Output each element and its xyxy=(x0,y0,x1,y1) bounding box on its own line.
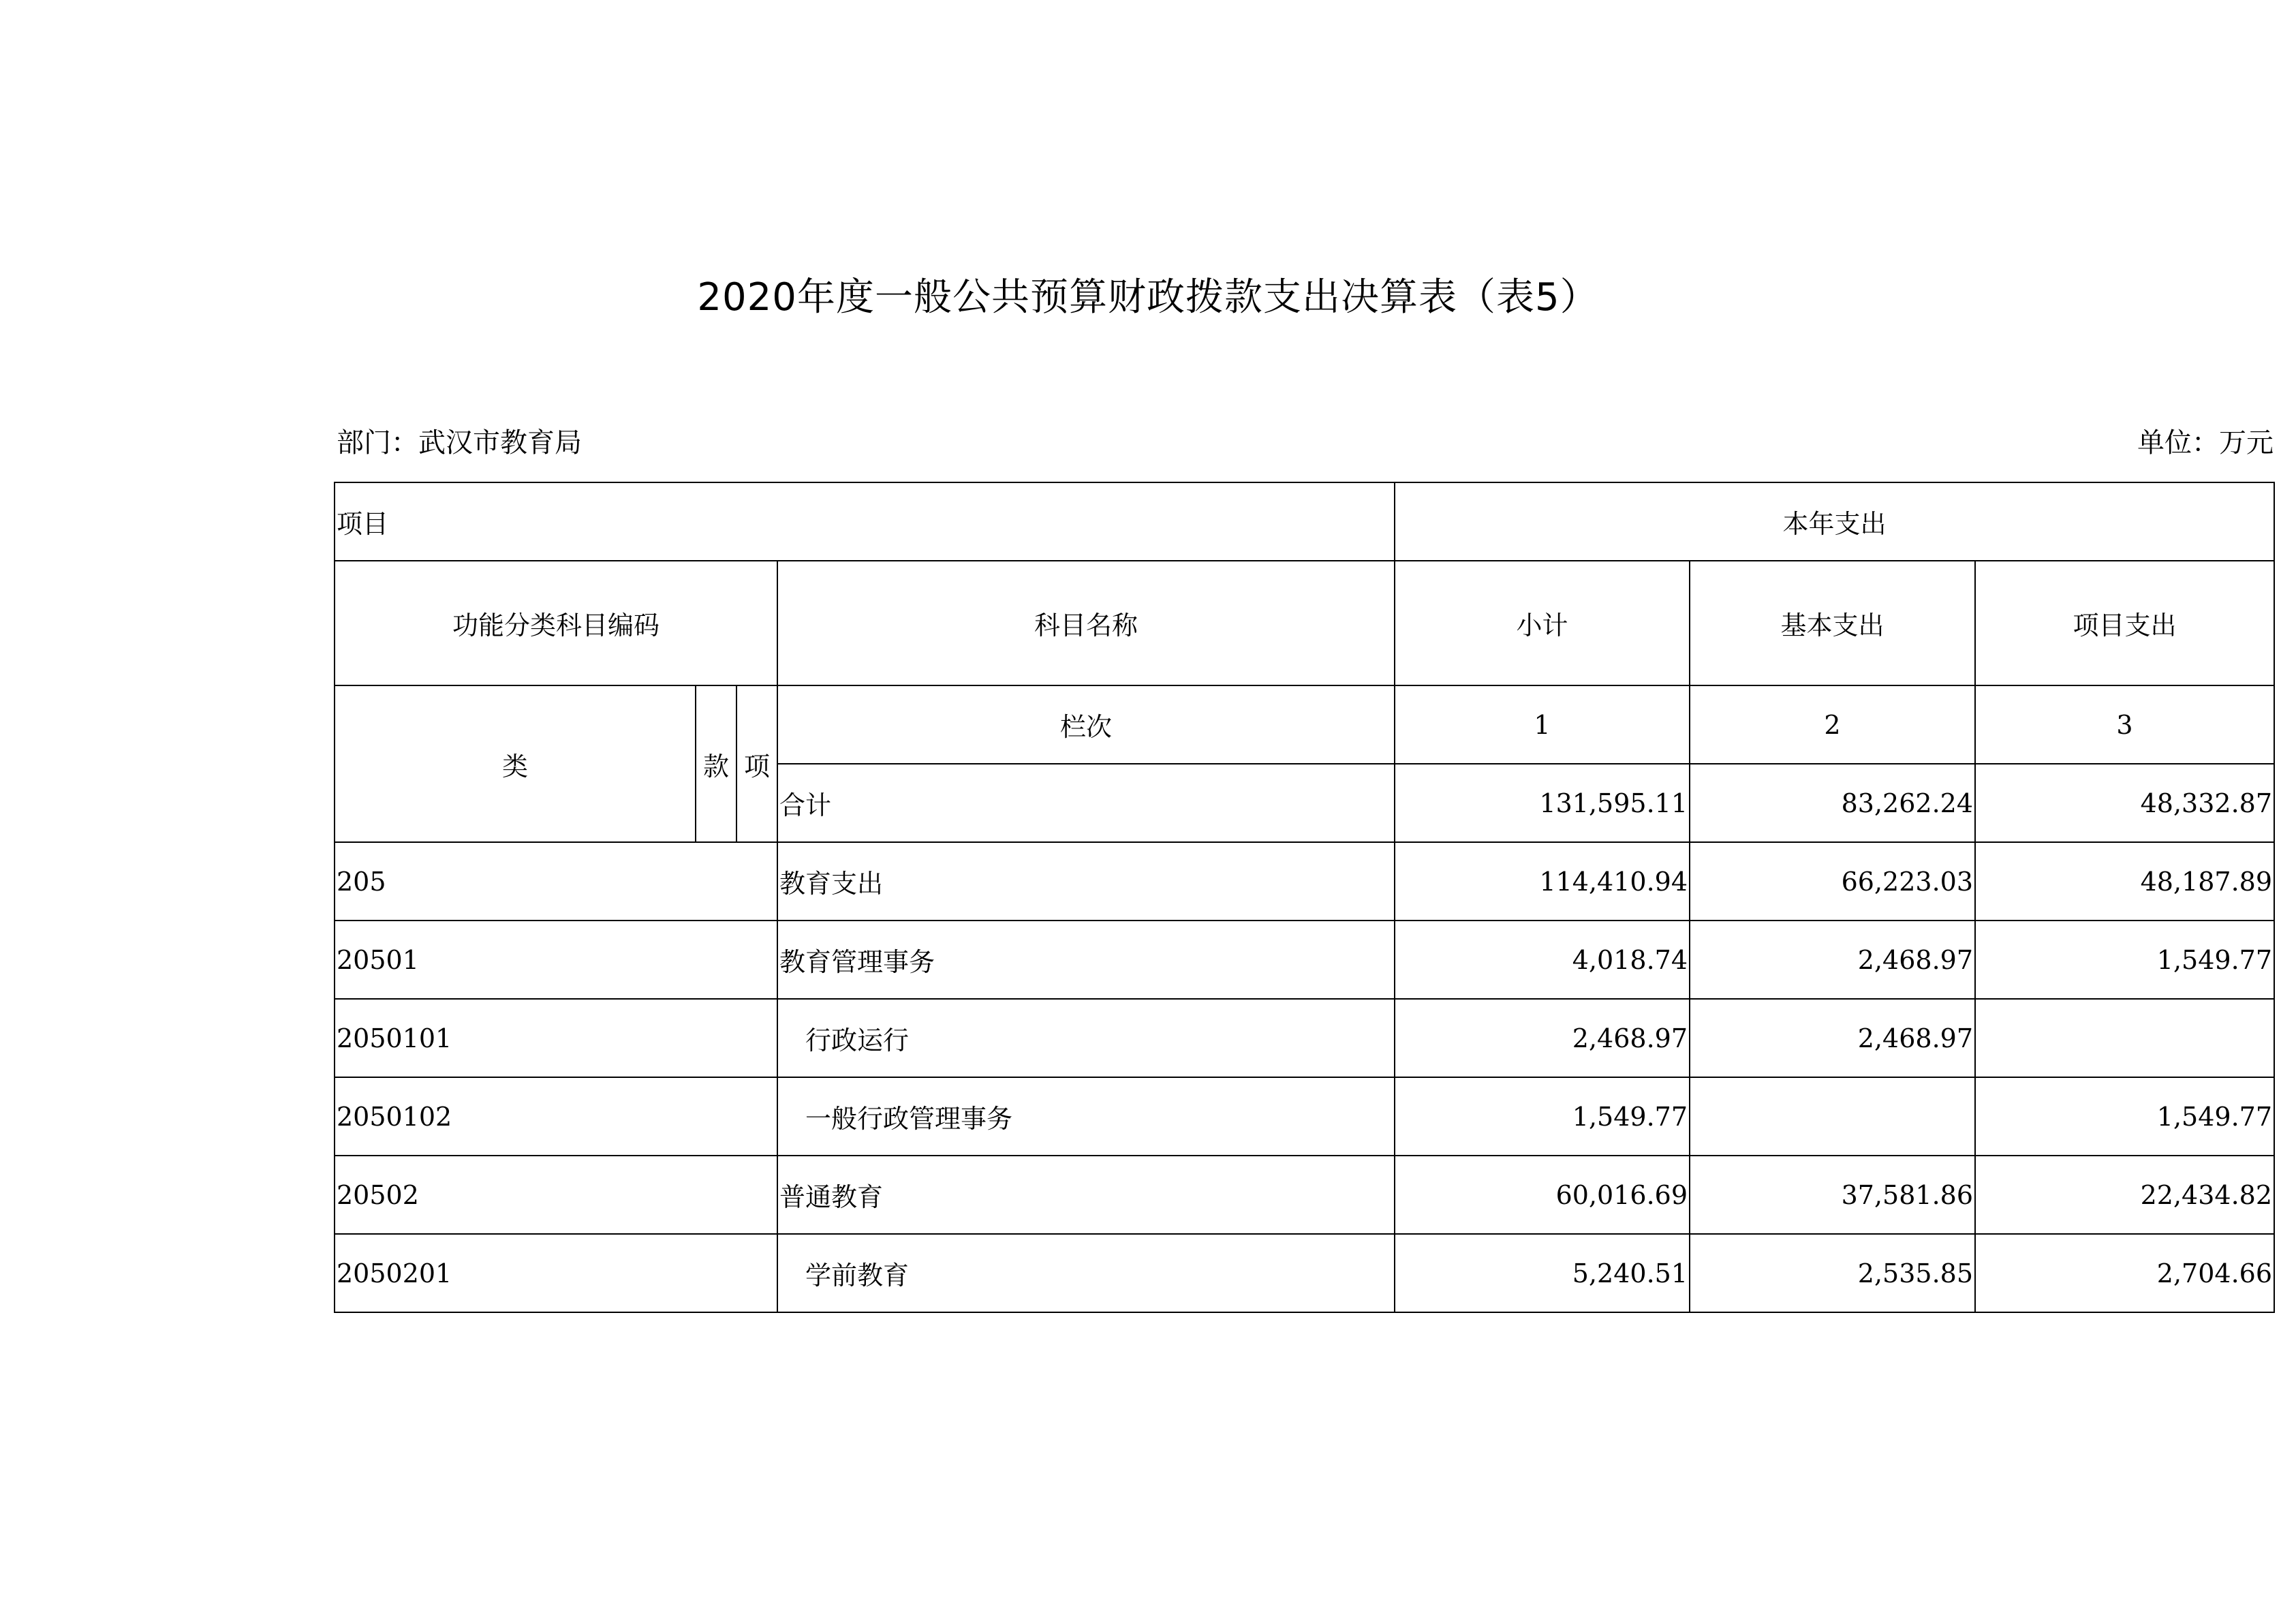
header-subject-name: 科目名称 xyxy=(777,561,1395,685)
header-col2: 2 xyxy=(1690,685,1975,764)
header-project: 项目 xyxy=(335,482,1395,561)
table-row xyxy=(335,842,2274,921)
row-basic: 37,581.86 xyxy=(1690,1156,1975,1234)
row-project: 2,704.66 xyxy=(1975,1234,2274,1312)
row-code: 20502 xyxy=(335,1156,777,1234)
row-subtotal: 1,549.77 xyxy=(1395,1077,1690,1156)
unit-label: 单位：万元 xyxy=(2137,427,2274,459)
row-project xyxy=(1975,999,2274,1077)
total-basic: 83,262.24 xyxy=(1690,764,1975,842)
table-row xyxy=(335,999,2274,1077)
row-basic xyxy=(1690,1077,1975,1156)
header-kuan: 款 xyxy=(696,685,736,842)
header-column-order: 栏次 xyxy=(777,685,1395,764)
row-basic: 2,535.85 xyxy=(1690,1234,1975,1312)
row-code: 2050101 xyxy=(335,999,777,1077)
row-name: 学前教育 xyxy=(777,1234,1395,1312)
row-code: 2050201 xyxy=(335,1234,777,1312)
department-label: 部门：武汉市教育局 xyxy=(337,427,582,459)
row-subtotal: 2,468.97 xyxy=(1395,999,1690,1077)
table-row xyxy=(335,921,2274,999)
header-col3: 3 xyxy=(1975,685,2274,764)
table-row xyxy=(335,1156,2274,1234)
header-lei: 类 xyxy=(335,685,696,842)
budget-table xyxy=(334,482,2275,1313)
row-name: 普通教育 xyxy=(777,1156,1395,1234)
row-subtotal: 114,410.94 xyxy=(1395,842,1690,921)
row-basic: 2,468.97 xyxy=(1690,921,1975,999)
header-row-1 xyxy=(335,482,2274,561)
row-name: 教育支出 xyxy=(777,842,1395,921)
row-name: 一般行政管理事务 xyxy=(777,1077,1395,1156)
table-row xyxy=(335,1077,2274,1156)
row-basic: 2,468.97 xyxy=(1690,999,1975,1077)
row-subtotal: 5,240.51 xyxy=(1395,1234,1690,1312)
row-code: 20501 xyxy=(335,921,777,999)
row-project: 1,549.77 xyxy=(1975,921,2274,999)
row-subtotal: 4,018.74 xyxy=(1395,921,1690,999)
header-row-3 xyxy=(335,685,2274,764)
table-row xyxy=(335,1234,2274,1312)
header-xiang: 项 xyxy=(736,685,777,842)
row-subtotal: 60,016.69 xyxy=(1395,1156,1690,1234)
row-name: 教育管理事务 xyxy=(777,921,1395,999)
row-code: 2050102 xyxy=(335,1077,777,1156)
header-func-code: 功能分类科目编码 xyxy=(335,561,777,685)
total-subtotal: 131,595.11 xyxy=(1395,764,1690,842)
header-project-expense: 项目支出 xyxy=(1975,561,2274,685)
row-name: 行政运行 xyxy=(777,999,1395,1077)
row-project: 1,549.77 xyxy=(1975,1077,2274,1156)
header-current-year-expense: 本年支出 xyxy=(1395,482,2274,561)
header-col1: 1 xyxy=(1395,685,1690,764)
header-row-2 xyxy=(335,561,2274,685)
row-basic: 66,223.03 xyxy=(1690,842,1975,921)
row-project: 22,434.82 xyxy=(1975,1156,2274,1234)
row-project: 48,187.89 xyxy=(1975,842,2274,921)
header-basic-expense: 基本支出 xyxy=(1690,561,1975,685)
total-project: 48,332.87 xyxy=(1975,764,2274,842)
total-label: 合计 xyxy=(777,764,1395,842)
row-code: 205 xyxy=(335,842,777,921)
header-subtotal: 小计 xyxy=(1395,561,1690,685)
page-title: 2020年度一般公共预算财政拨款支出决算表（表5） xyxy=(697,275,1599,320)
